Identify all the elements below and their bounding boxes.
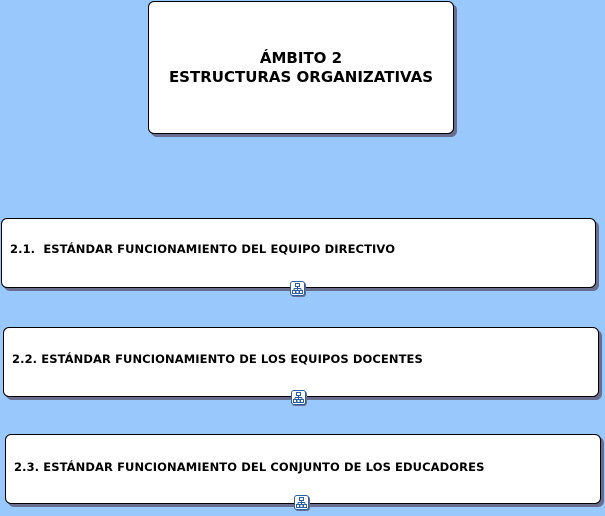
standard-node-label: 2.1. ESTÁNDAR FUNCIONAMIENTO DEL EQUIPO DIRECTIVO [10,242,396,256]
standard-node-label: 2.3. ESTÁNDAR FUNCIONAMIENTO DEL CONJUNTO DE LOS EDUCADORES [14,460,485,474]
standard-node-2-1[interactable] [1,218,596,288]
root-node [148,1,454,134]
hierarchy-expand-icon[interactable] [294,495,309,510]
root-title-line-1: ÁMBITO 2 [259,48,343,67]
root-title-line-2: ESTRUCTURAS ORGANIZATIVAS [168,67,434,86]
hierarchy-expand-icon[interactable] [290,281,305,296]
hierarchy-expand-icon[interactable] [291,390,306,405]
standard-node-2-3[interactable] [5,434,601,504]
standard-node-label: 2.2. ESTÁNDAR FUNCIONAMIENTO DE LOS EQUIPOS DOCENTES [12,352,423,366]
standard-node-2-2[interactable] [3,327,599,397]
